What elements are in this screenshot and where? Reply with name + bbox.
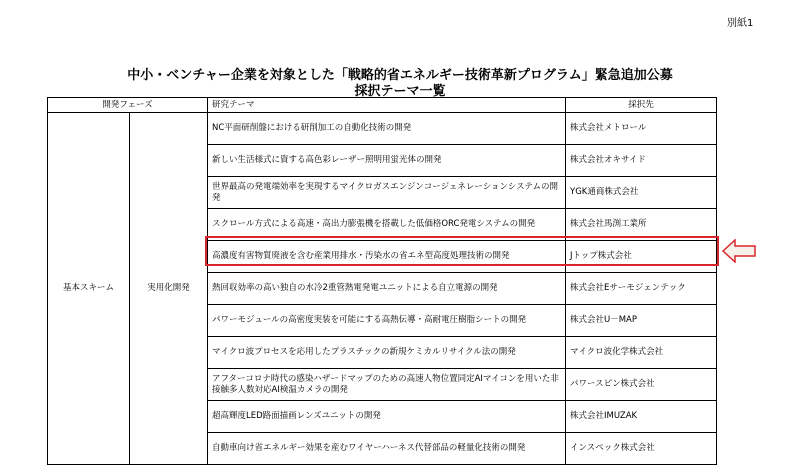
org-cell: 株式会社IMUZAK <box>566 401 717 433</box>
page-subtitle: 採択テーマ一覧 <box>354 84 446 99</box>
theme-cell: 新しい生活様式に資する高色彩レーザー照明用蛍光体の開発 <box>208 145 566 177</box>
theme-cell: NC平面研削盤における研削加工の自動化技術の開発 <box>208 113 566 145</box>
org-cell: インスペック株式会社 <box>566 433 717 465</box>
table-row <box>48 113 717 145</box>
themes-table <box>47 97 717 465</box>
theme-cell: マイクロ波プロセスを応用したプラスチックの新規ケミカルリサイクル法の開発 <box>208 337 566 369</box>
org-cell: マイクロ波化学株式会社 <box>566 337 717 369</box>
org-cell: 株式会社Eサーモジェンテック <box>566 273 717 305</box>
theme-cell: 世界最高の発電端効率を実現するマイクロガスエンジンコージェネレーションシステムの開発 <box>208 177 566 209</box>
theme-cell: パワーモジュールの高密度実装を可能にする高熱伝導・高耐電圧樹脂シートの開発 <box>208 305 566 337</box>
table-header-row <box>48 98 717 113</box>
org-cell: YGK通商株式会社 <box>566 177 717 209</box>
theme-cell: アフターコロナ時代の感染ハザードマップのための高速人物位置同定AIマイコンを用いた非接触多人数対応AI検温カメラの開発 <box>208 369 566 401</box>
attachment-label: 別紙1 <box>727 18 754 29</box>
scheme-cell: 基本スキーム <box>48 113 130 465</box>
page-title: 中小・ベンチャー企業を対象とした「戦略的省エネルギー技術革新プログラム」緊急追加公募 <box>127 68 673 83</box>
theme-cell: 高濃度有害物質廃液を含む産業用排水・汚染水の省エネ型高度処理技術の開発 <box>208 241 566 273</box>
theme-cell: スクロール方式による高速・高出力膨張機を搭載した低価格ORC発電システムの開発 <box>208 209 566 241</box>
org-cell: 株式会社メトロール <box>566 113 717 145</box>
theme-cell: 熱回収効率の高い独自の水冷2重管熱電発電ユニットによる自立電源の開発 <box>208 273 566 305</box>
theme-cell: 超高輝度LED路面描画レンズユニットの開発 <box>208 401 566 433</box>
org-cell: 株式会社馬渕工業所 <box>566 209 717 241</box>
org-cell: パワースピン株式会社 <box>566 369 717 401</box>
org-cell: 株式会社オキサイド <box>566 145 717 177</box>
highlight-box <box>205 236 719 266</box>
theme-cell: 自動車向け省エネルギー効果を産むワイヤーハーネス代替部品の軽量化技術の開発 <box>208 433 566 465</box>
org-cell: Jトップ株式会社 <box>566 241 717 273</box>
stage-cell: 実用化開発 <box>130 113 208 465</box>
header-org: 採択先 <box>566 98 717 113</box>
header-phase: 開発フェーズ <box>48 98 208 113</box>
org-cell: 株式会社U－MAP <box>566 305 717 337</box>
header-theme: 研究テーマ <box>208 98 566 113</box>
left-arrow-icon <box>722 239 756 263</box>
